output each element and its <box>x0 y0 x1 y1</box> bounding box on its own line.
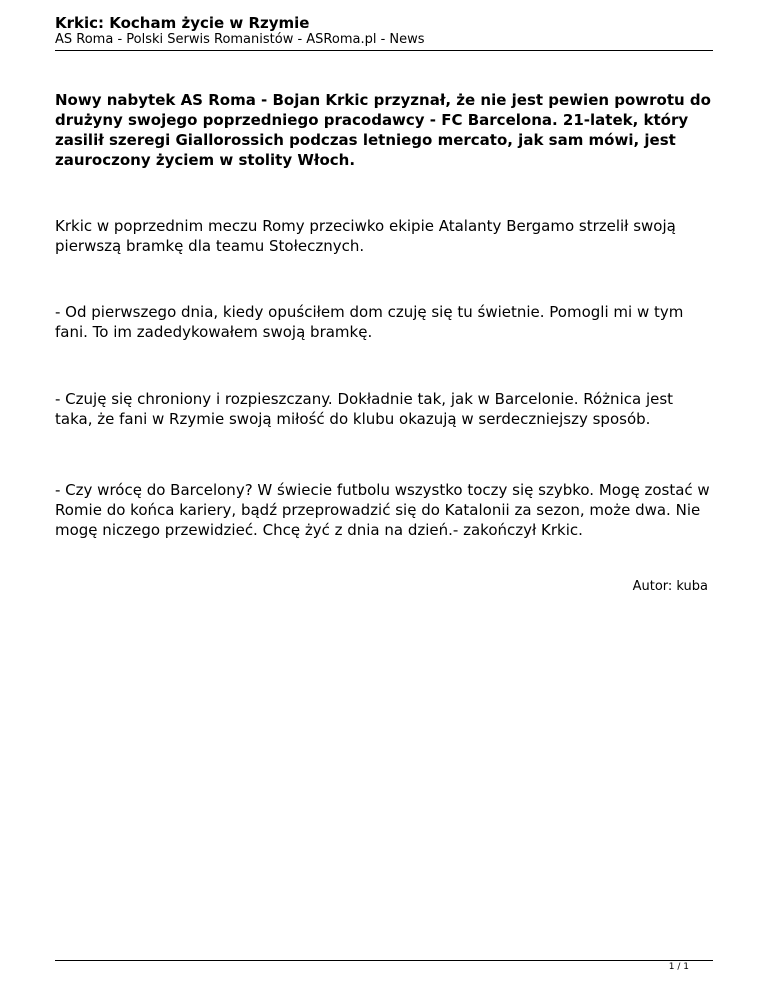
document-source: AS Roma - Polski Serwis Romanistów - ASRoma.pl - News <box>55 32 425 47</box>
footer-divider <box>55 960 713 961</box>
page-number: 1 / 1 <box>668 962 689 972</box>
article-lead: Nowy nabytek AS Roma - Bojan Krkic przyznał, że nie jest pewien powrotu do drużyny swojego poprzedniego pracodawcy - FC Barcelona. 21-latek, który zasilił szeregi Giallorossich podczas letniego mercato, jak sam mówi, jest zauroczony życiem w stolity Włoch. <box>55 91 711 169</box>
document-title: Krkic: Kocham życie w Rzymie <box>55 14 310 32</box>
document-page <box>55 0 713 994</box>
header-divider <box>55 50 713 51</box>
article-paragraph-2: - Od pierwszego dnia, kiedy opuściłem dom czuję się tu świetnie. Pomogli mi w tym fani. To im zadedykowałem swoją bramkę. <box>55 303 684 341</box>
article-paragraph-1: Krkic w poprzednim meczu Romy przeciwko ekipie Atalanty Bergamo strzelił swoją pierwszą bramkę dla teamu Stołecznych. <box>55 217 676 255</box>
article-author: Autor: kuba <box>632 579 708 594</box>
article-paragraph-4: - Czy wrócę do Barcelony? W świecie futbolu wszystko toczy się szybko. Mogę zostać w Romie do końca kariery, bądź przeprowadzić się do Katalonii za sezon, może dwa. Nie mogę niczego przewidzieć. Chcę żyć z dnia na dzień.- zakończył Krkic. <box>55 481 710 539</box>
article-paragraph-3: - Czuję się chroniony i rozpieszczany. Dokładnie tak, jak w Barcelonie. Różnica jest taka, że fani w Rzymie swoją miłość do klubu okazują w serdeczniejszy sposób. <box>55 390 674 428</box>
